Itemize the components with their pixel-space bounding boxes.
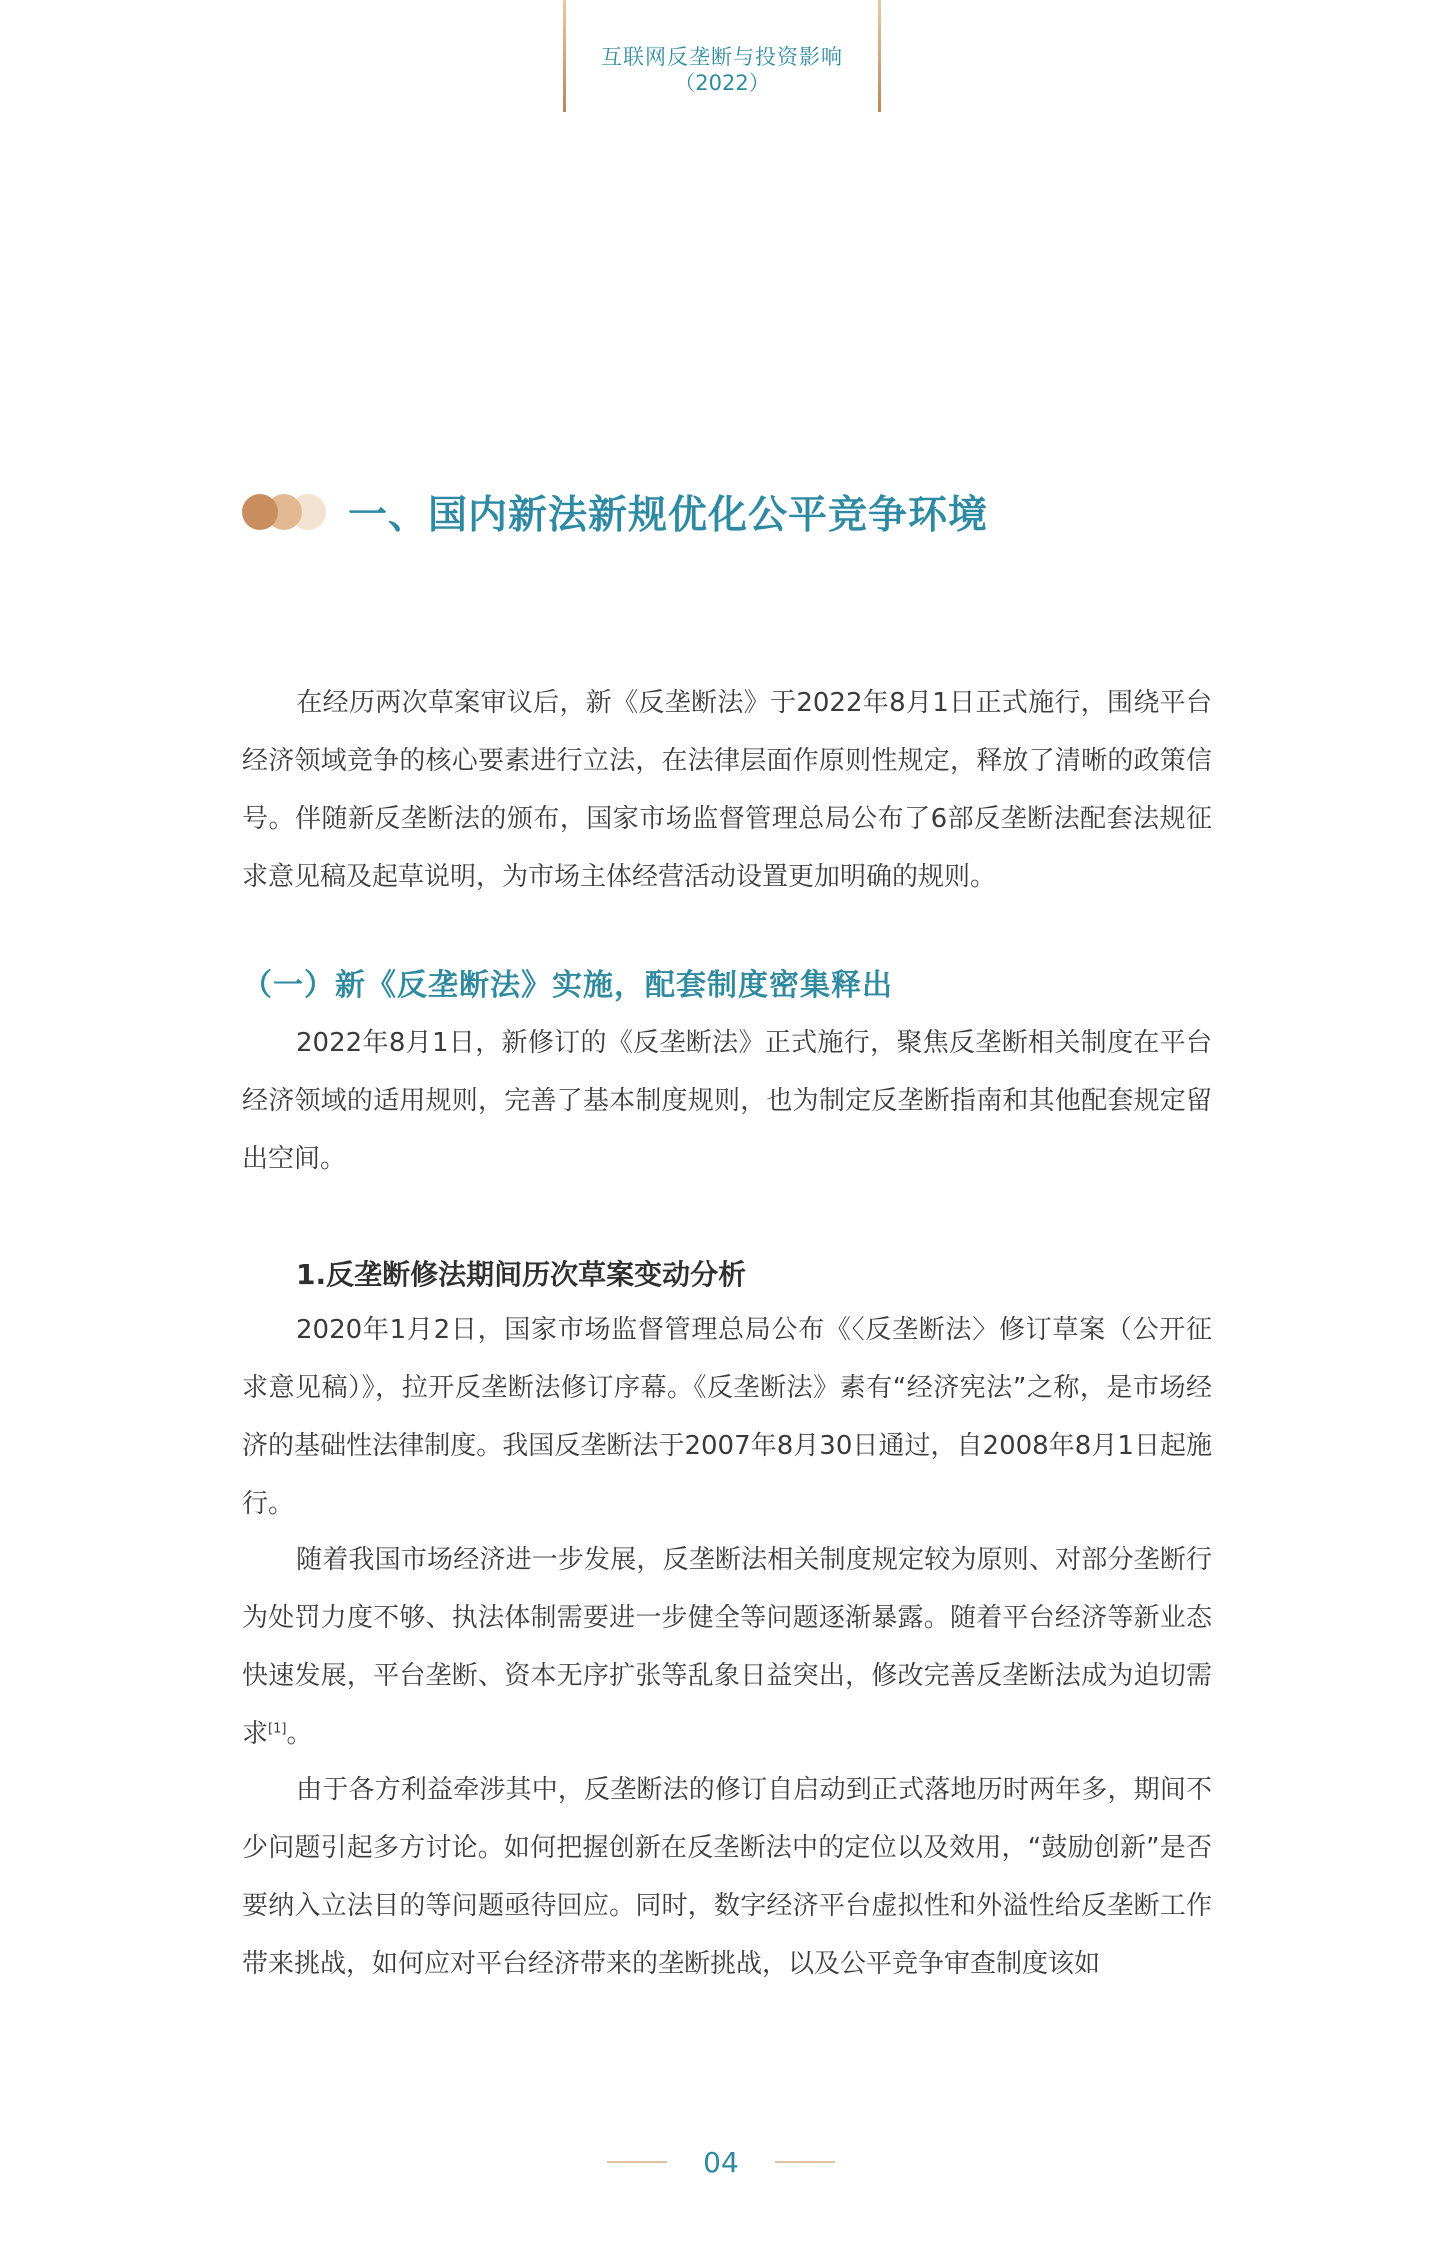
point-paragraph-1-text: 2020年1月2日，国家市场监督管理总局公布《〈反垄断法〉修订草案（公开征求意见稿）》，拉开反垄断法修订序幕。《反垄断法》素有“经济宪法”之称，是市场经济的基础性法律制度。我国反垄断法于2007年8月30日通过，自2008年8月1日起施行。 [242,1315,1212,1519]
footnote-reference[interactable]: [1] [268,1721,287,1737]
intro-text: 在经历两次草案审议后，新《反垄断法》于2022年8月1日正式施行，围绕平台经济领域竞争的核心要素进行立法，在法律层面作原则性规定，释放了清晰的政策信号。伴随新反垄断法的颁布，国家市场监督管理总局公布了6部反垄断法配套法规征求意见稿及起草说明，为市场主体经营活动设置更加明确的规则。 [242,688,1212,892]
section-title: 一、国内新法新规优化公平竞争环境 [348,493,989,538]
intro-paragraph [242,674,1212,906]
subsection-heading: （一）新《反垄断法》实施，配套制度密集释出 [242,968,893,1003]
dot-dark [242,494,278,530]
point-paragraph-3-text: 由于各方利益牵涉其中，反垄断法的修订自启动到正式落地历时两年多，期间不少问题引起多方讨论。如何把握创新在反垄断法中的定位以及效用，“鼓励创新”是否要纳入立法目的等问题亟待回应。同时，数字经济平台虚拟性和外溢性给反垄断工作带来挑战，如何应对平台经济带来的垄断挑战，以及公平竞争审查制度该如 [242,1775,1212,1979]
subsection-paragraph [242,1014,1212,1188]
point-paragraph-3 [242,1761,1212,1993]
footer-line-left [607,2161,667,2163]
footer-line-right [775,2161,835,2163]
point-paragraph-2 [242,1531,1212,1763]
header-tab [563,0,881,112]
point-paragraph-2-end: 。 [286,1719,313,1749]
point-heading: 1.反垄断修法期间历次草案变动分析 [296,1258,747,1291]
report-title: 互联网反垄断与投资影响 [601,45,843,69]
point-paragraph-1 [242,1301,1212,1533]
decorative-dots-icon [242,494,328,530]
header-divider-right [878,0,881,112]
page-footer [0,2142,1442,2182]
page-number: 04 [703,2145,739,2179]
section-heading [242,484,988,540]
point-paragraph-2-text: 随着我国市场经济进一步发展，反垄断法相关制度规定较为原则、对部分垄断行为处罚力度不够、执法体制需要进一步健全等问题逐渐暴露。随着平台经济等新业态快速发展，平台垄断、资本无序扩张等乱象日益突出，修改完善反垄断法成为迫切需求 [242,1545,1212,1749]
subsection-text: 2022年8月1日，新修订的《反垄断法》正式施行，聚焦反垄断相关制度在平台经济领域的适用规则，完善了基本制度规则，也为制定反垄断指南和其他配套规定留出空间。 [242,1028,1212,1174]
report-year: （2022） [674,71,770,95]
